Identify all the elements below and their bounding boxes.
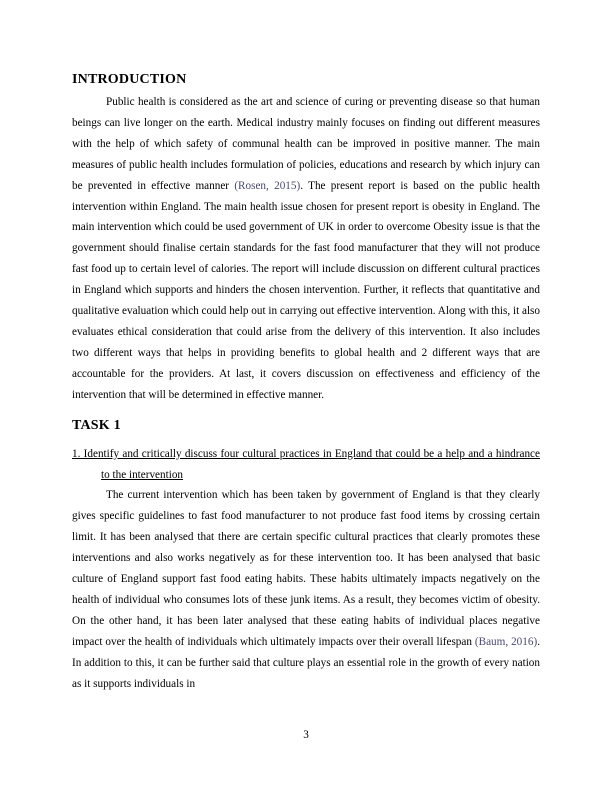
citation-baum: (Baum, 2016) bbox=[474, 635, 538, 648]
task1-subheading: 1. Identify and critically discuss four cultural practices in England that could be a help and a hindrance to the intervention bbox=[72, 447, 540, 481]
page-content bbox=[72, 70, 540, 694]
introduction-text-part-1: Public health is considered as the art and science of curing or preventing disease so that human beings can live longer on the earth. Medical industry mainly focuses on finding out different measures with the help of which safety of communal health can be improved in positive manner. The main measures of public health includes formulation of policies, educations and research by which injury can be prevented in effective manner bbox=[72, 96, 540, 192]
task1-text-part-1: The current intervention which has been taken by government of England is that they clearly gives specific guidelines to fast food manufacturer to not produce fast food items by crossing certain limit. It has been analysed that there are certain specific cultural practices that clearly promotes these interventions and also works negatively as for these intervention too. It has been analysed that basic culture of England support fast food eating habits. These habits ultimately impacts negatively on the health of individual who consumes lots of these junk items. As a result, they becomes victim of obesity. On the other hand, it has been later analysed that these eating habits of individual places negative impact over the health of individuals which ultimately impacts over their overall lifespan bbox=[72, 489, 540, 648]
task1-text-part-2: . In addition to this, it can be further said that culture plays an essential role in the growth of every nation as it supports individuals in bbox=[72, 635, 540, 690]
introduction-text-part-2: . The present report is based on the public health intervention within England. The main health issue chosen for present report is obesity in England. The main intervention which could be used government of UK in order to overcome Obesity issue is that the government should finalise certain standards for the fast food manufacturer that they will not produce fast food up to certain level of calories. The report will include discussion on different cultural practices in England which supports and hinders the chosen intervention. Further, it reflects that quantitative and qualitative evaluation which could help out in carrying out effective intervention. Along with this, it also evaluates ethical consideration that could arise from the delivery of this intervention. It also includes two different ways that helps in providing benefits to global health and 2 different ways that are accountable for the providers. At last, it covers discussion on effectiveness and efficiency of the intervention that will be determined in effective manner. bbox=[72, 179, 541, 401]
introduction-heading: INTRODUCTION bbox=[72, 72, 187, 87]
introduction-paragraph bbox=[72, 92, 540, 406]
task1-heading: TASK 1 bbox=[72, 417, 121, 433]
citation-rosen: (Rosen, 2015) bbox=[234, 179, 301, 192]
page-number: 3 bbox=[303, 729, 309, 741]
task1-paragraph bbox=[72, 485, 540, 694]
